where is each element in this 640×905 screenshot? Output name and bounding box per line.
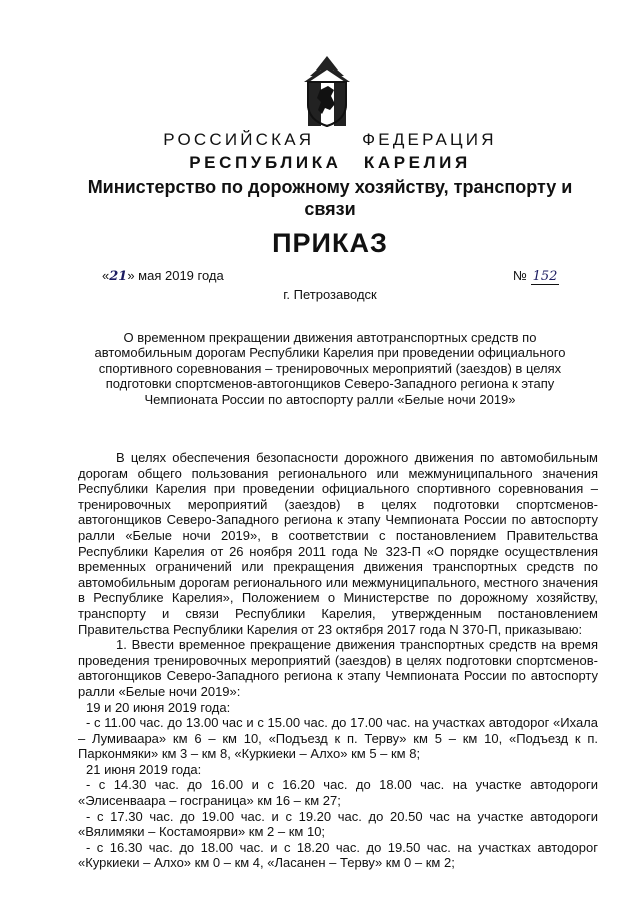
order-number [513,268,559,284]
date-heading-21-june: 21 июня 2019 года: [86,761,202,777]
order-subject: О временном прекращении движения автотранспортных средств по автомобильным дорогам Республики Карелия при проведении официального спортивного соревнования – тренировочных мероприятий (заездов) в целях подготовки спортсменов-автогонщиков Северо-Западного региона к этапу Чемпионата России по автоспорту ралли «Белые ночи 2019» [94,330,566,407]
date-rest: » мая 2019 года [127,268,224,283]
preamble-paragraph: В целях обеспечения безопасности дорожного движения по автомобильным дорогам общего пользования регионального или межмуниципального значения Республики Карелия при проведении официального спортивного соревнования – тренировочных мероприятий (заездов) в целях подготовки спортсменов-автогонщиков Северо-Западного региона к этапу Чемпионата России по автоспорту ралли «Белые ночи 2019», в соответствии с постановлением Правительства Республики Карелия от 26 ноября 2011 года № 323-П «О порядке осуществления временных ограничений или прекращения движения транспортных средств по автомобильным дорогам регионального или межмуниципального, местного значения в Республике Карелия», Положением о Министерстве по дорожному хозяйству, транспорту и связи Республики Карелия, утвержденным постановлением Правительства Республики Карелия от 23 октября 2017 года N 370-П, приказываю: [78,450,598,637]
republic-heading: РЕСПУБЛИКА КАРЕЛИЯ [189,153,471,172]
order-body [78,450,598,871]
order-date [102,268,224,284]
number-label: № [513,268,527,283]
schedule-line: - с 16.30 час. до 18.00 час. и с 18.20 час. до 19.50 час. на участках автодорог «Куркиеки – Алхо» км 0 – км 4, «Ласанен – Терву» км 0 – км 2; [78,839,598,871]
ministry-heading: Министерство по дорожному хозяйству, транспорту и связи [87,177,573,219]
date-open-quote: « [102,268,110,283]
country-heading: РОССИЙСКАЯ ФЕДЕРАЦИЯ [163,130,497,149]
schedule-line: - с 14.30 час. до 16.00 и с 16.20 час. до 18.00 час. на участке автодороги «Элисенваара – госграница» км 16 – км 27; [78,777,598,809]
item-1-paragraph: 1. Ввести временное прекращение движения транспортных средств на время проведения тренировочных мероприятий (заездов) в целях подготовки спортсменов-автогонщиков Северо-Западного региона к этапу Чемпионата России по автоспорту ралли «Белые ночи 2019»: [78,637,598,699]
karelia-coat-of-arms-icon [298,52,356,128]
document-title: ПРИКАЗ [272,228,388,258]
date-day-handwritten: 21 [109,269,128,284]
schedule-line: - с 17.30 час. до 19.00 час. и с 19.20 час. до 20.50 час на участке автодороги «Вялимяки – Костамоярви» км 2 – км 10; [78,808,598,840]
date-heading-19-20-june: 19 и 20 июня 2019 года: [86,699,231,715]
schedule-line: - с 11.00 час. до 13.00 час и с 15.00 час. до 17.00 час. на участках автодорог «Ихала – Лумиваара» км 6 – км 10, «Подъезд к п. Терву» км 5 – км 10, «Подъезд к п. Парконмяки» км 3 – км 8, «Куркиеки – Алхо» км 5 – км 8; [78,715,598,762]
city-line: г. Петрозаводск [283,287,377,302]
number-value-handwritten: 152 [532,269,558,284]
